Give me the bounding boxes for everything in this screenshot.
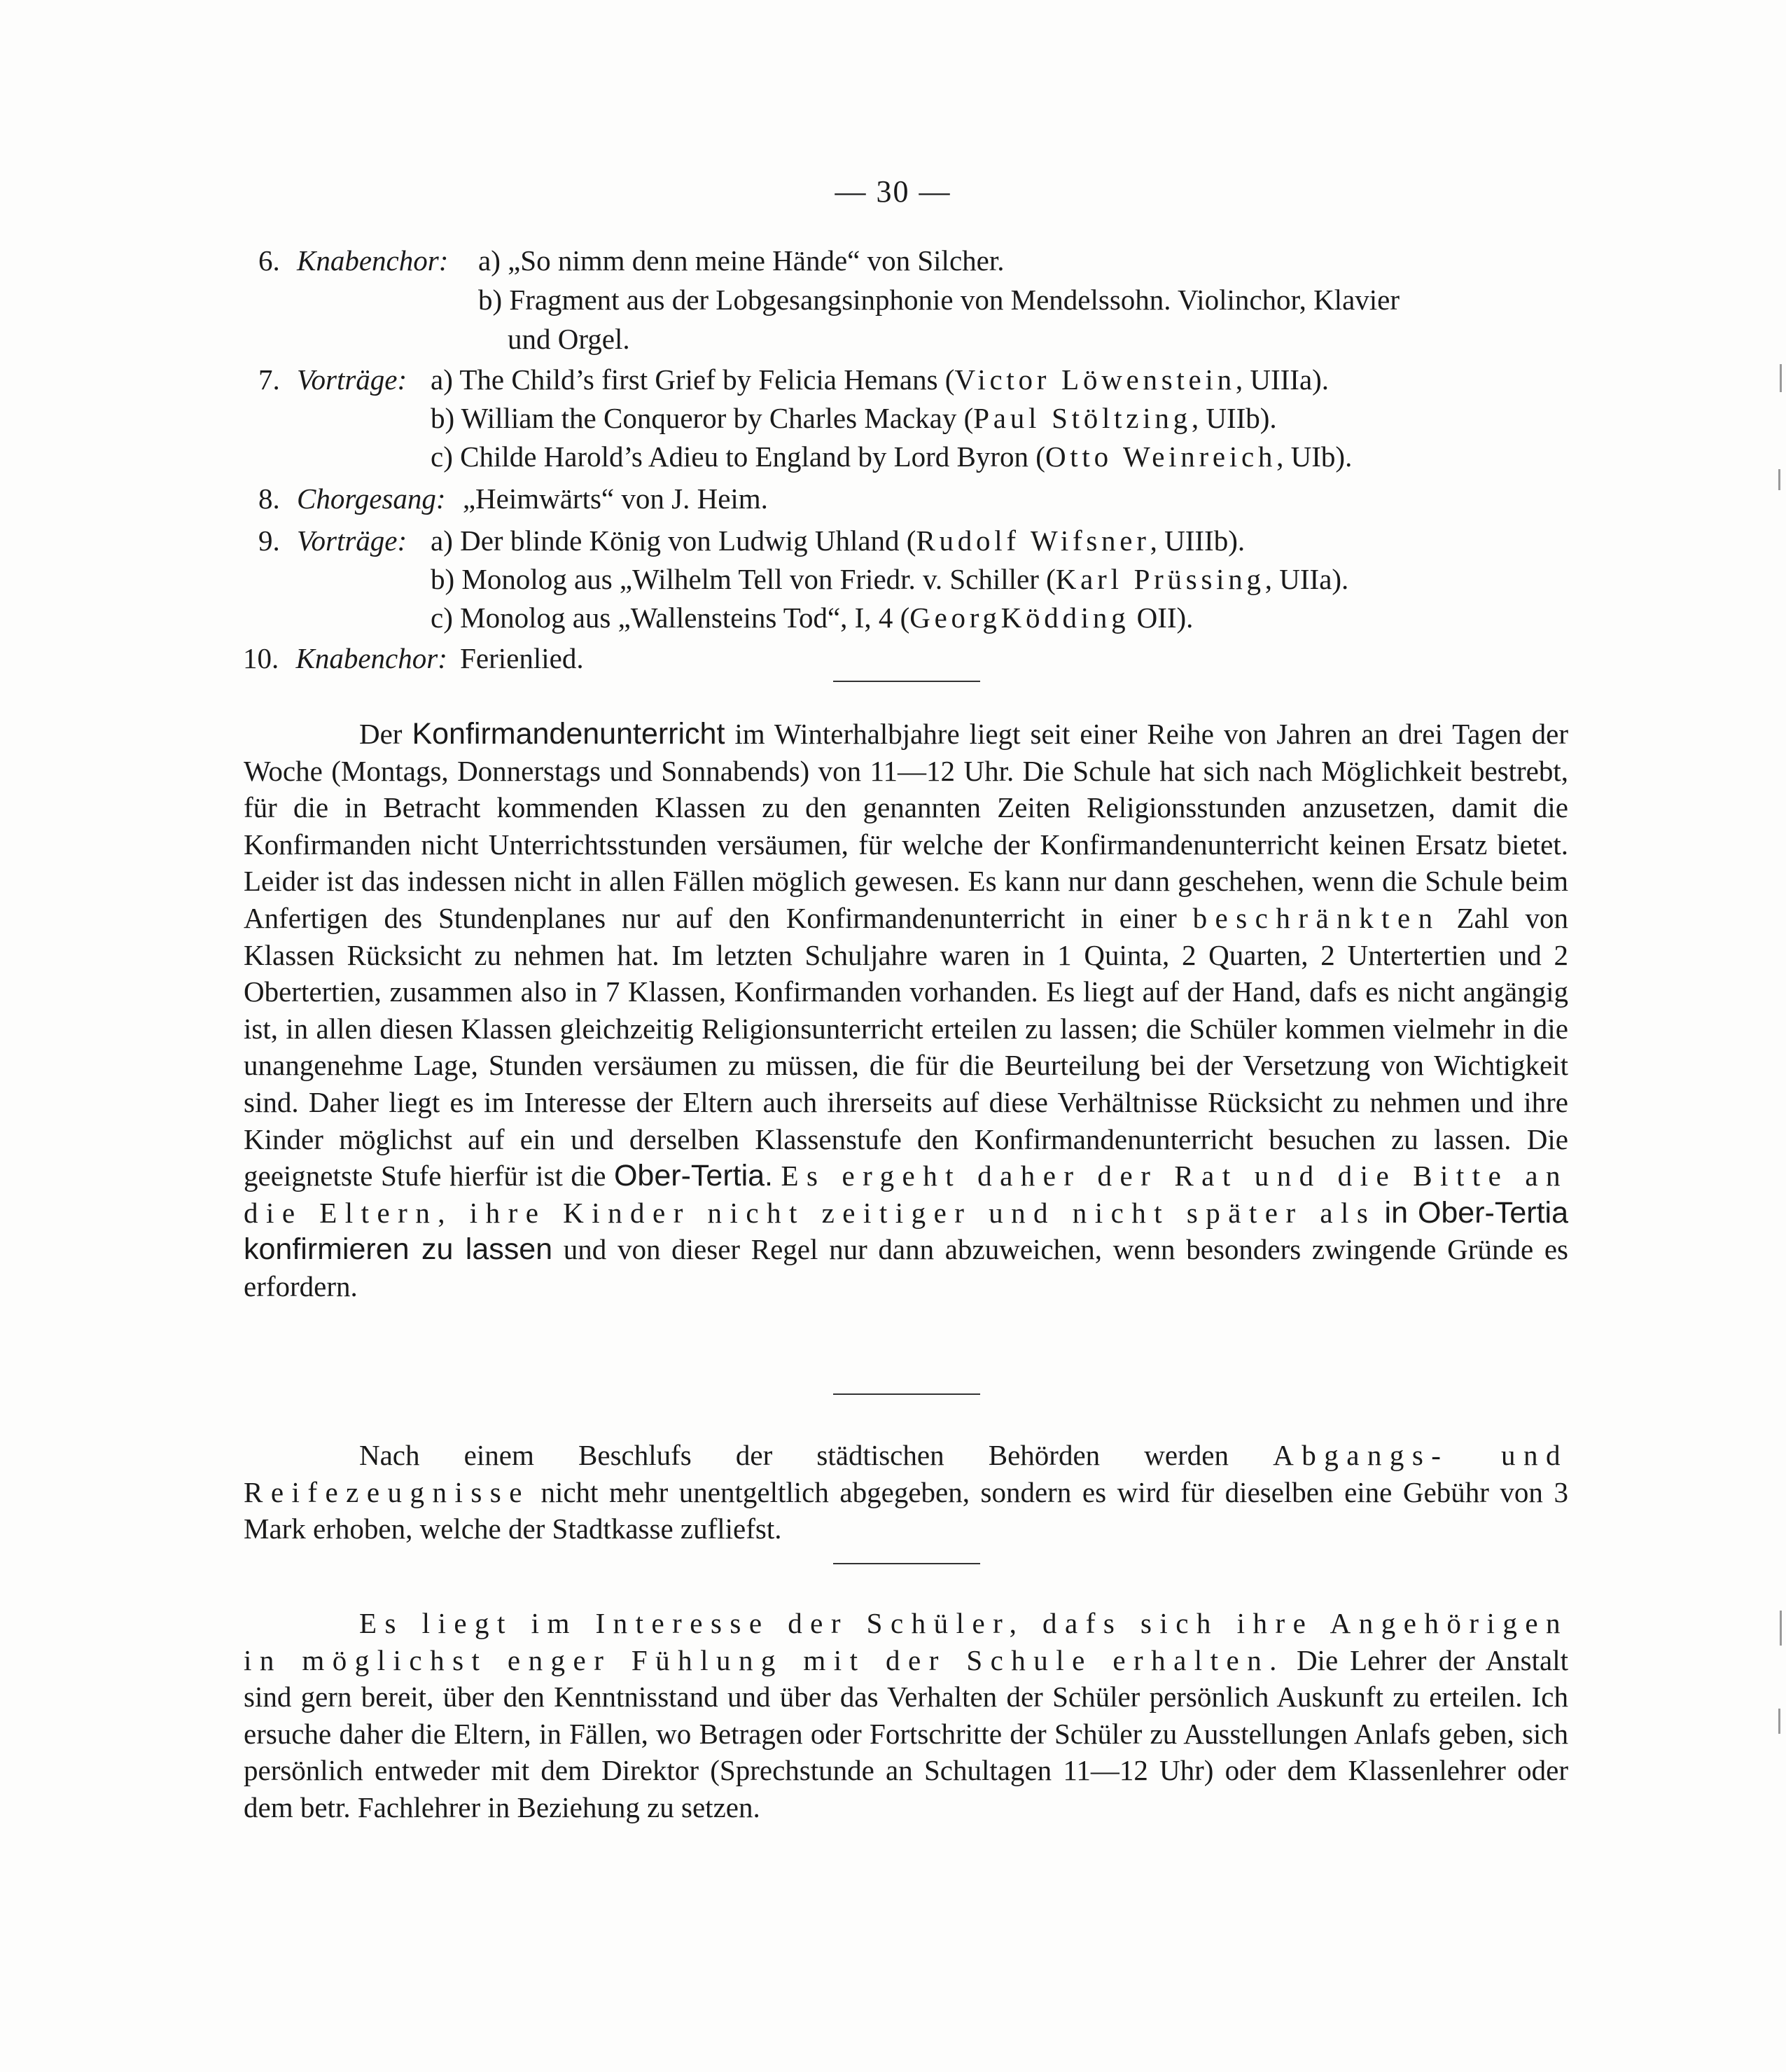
scan-mark (1778, 1709, 1780, 1734)
program-line: und Orgel. (508, 323, 630, 355)
student-name: Rudolf Wifsner (916, 524, 1150, 557)
emphasis-bold: Konfirmandenunterricht (412, 717, 725, 751)
program-label: Chorgesang: (297, 482, 446, 515)
student-name: Otto Weinreich (1045, 440, 1277, 473)
program-line: a) Der blinde König von Ludwig Uhland (Rudolf Wifsner, UIIIb). (431, 524, 1246, 557)
emphasis-spaced: beschränkten (1192, 901, 1441, 934)
program-line: a) „So nimm denn meine Hände“ von Silcher. (478, 244, 1005, 277)
emphasis-spaced: Es ergeht daher der Rat und die Bitte an die Eltern, ihre Kinder nicht zeitiger und nicht später als (244, 1160, 1568, 1229)
program-line: a) The Child’s first Grief by Felicia Hemans (Victor Löwenstein, UIIIa). (431, 363, 1330, 396)
program-line: c) Childe Harold’s Adieu to England by Lord Byron (Otto Weinreich, UIb). (431, 440, 1353, 473)
scan-mark (1780, 1611, 1782, 1646)
emphasis-spaced: Es liegt im Interesse der Schüler, dafs sich ihre Angehörigen in möglichst enger Fühlung mit der Schule erhalten. (244, 1607, 1568, 1676)
program-item-10: 10. Knabenchor: Ferienlied. (243, 642, 584, 674)
section-divider (833, 1563, 980, 1564)
certificates-paragraph: Nach einem Beschlufs der städtischen Behörden werden Abgangs- und Reifezeugnisse nicht mehr unentgeltlich abgegeben, sondern es wird für dieselben eine Gebühr von 3 Mark erhoben, welche der Stadtkasse zufliefst. (244, 1439, 1568, 1545)
program-label: Knabenchor: (297, 244, 449, 277)
scan-mark (1780, 364, 1782, 392)
program-line: b) Fragment aus der Lobgesangsinphonie von Mendelssohn. Violinchor, Klavier (478, 284, 1400, 316)
program-label: Knabenchor: (295, 642, 447, 674)
program-item-7: 7. Vorträge: (258, 363, 407, 396)
program-item-8: 8. Chorgesang: „Heimwärts“ von J. Heim. (258, 482, 768, 515)
program-item-9: 9. Vorträge: (258, 524, 407, 557)
student-name: Paul Stöltzing (973, 402, 1192, 434)
program-list (235, 242, 1579, 676)
page-number: — 30 — (835, 174, 951, 209)
student-name: Victor Löwenstein (954, 363, 1236, 396)
confirmation-paragraph: Der Konfirmandenunterricht im Winterhalbjahre liegt seit einer Reihe von Jahren an drei Tagen der Woche (Montags, Donnerstags und Sonnabends) von 11—12 Uhr. Die Schule hat sich nach Möglichkeit bestrebt, für die in Betracht kommenden Klassen zu den genannten Zeiten Religionsstunden anzusetzen, damit die Konfirmanden nicht Unterrichtsstunden versäumen, für welche der Konfirmandenunterricht keinen Ersatz bietet. Leider ist das indessen nicht in allen Fällen möglich gewesen. Es kann nur dann geschehen, wenn die Schule beim Anfertigen des Stundenplanes nur auf den Konfirmandenunterricht in einer beschränkten Zahl von Klassen Rücksicht zu nehmen hat. Im letzten Schuljahre waren in 1 Quinta, 2 Quarten, 2 Untertertien und 2 Obertertien, zusammen also in 7 Klassen, Konfirmanden vorhanden. Es liegt auf der Hand, dafs es nicht angängig ist, in allen diesen Klassen gleichzeitig Religionsunterricht erteilen zu lassen; die Schüler kommen vielmehr in die unangenehme Lage, Stunden versäumen zu müssen, die für die Beurteilung bei der Versetzung von Wichtigkeit sind. Daher liegt es im Interesse der Eltern auch ihrerseits auf diese Verhältnisse Rücksicht zu nehmen und ihre Kinder möglichst auf ein und derselben Klassenstufe den Konfirmandenunterricht besuchen zu lassen. Die geeignetste Stufe hierfür ist die Ober-Tertia. Es ergeht daher der Rat und die Bitte an die Eltern, ihre Kinder nicht zeitiger und nicht später als in Ober-Tertia konfirmieren zu lassen und von dieser Regel nur dann abzuweichen, wenn besonders zwingende Gründe es erfordern. (244, 717, 1569, 1302)
program-label: Vorträge: (297, 363, 407, 396)
emphasis-bold: Ober-Tertia. (613, 1159, 773, 1193)
emphasis-spaced: Abgangs- und Reifezeugnisse (244, 1439, 1568, 1508)
section-divider (833, 1393, 980, 1395)
emphasis-bold: in Ober-Tertia konfirmieren zu lassen (244, 1195, 1569, 1267)
student-name: GeorgKödding (909, 602, 1130, 634)
program-line: c) Monolog aus „Wallensteins Tod“, I, 4 (GeorgKödding OII). (431, 602, 1194, 634)
program-line: b) Monolog aus „Wilhelm Tell von Friedr. v. Schiller (Karl Prüssing, UIIa). (431, 563, 1349, 595)
section-divider (833, 681, 980, 682)
program-line: b) William the Conqueror by Charles Mackay (Paul Stöltzing, UIIb). (431, 402, 1277, 434)
program-item-6: 6. Knabenchor: (258, 244, 449, 277)
student-name: Karl Prüssing (1055, 563, 1265, 595)
scan-mark (1778, 469, 1780, 490)
parents-contact-paragraph: Es liegt im Interesse der Schüler, dafs sich ihre Angehörigen in möglichst enger Fühlung mit der Schule erhalten. Die Lehrer der Anstalt sind gern bereit, über den Kenntnisstand und über das Verhalten der Schüler persönlich Auskunft zu erteilen. Ich ersuche daher die Eltern, in Fällen, wo Betragen oder Fortschritte der Schüler zu Ausstellungen Anlafs geben, sich persönlich entweder mit dem Direktor (Sprechstunde an Schultagen 11—12 Uhr) oder dem Klassenlehrer oder dem betr. Fachlehrer in Beziehung zu setzen. (244, 1607, 1568, 1823)
program-label: Vorträge: (297, 524, 407, 557)
